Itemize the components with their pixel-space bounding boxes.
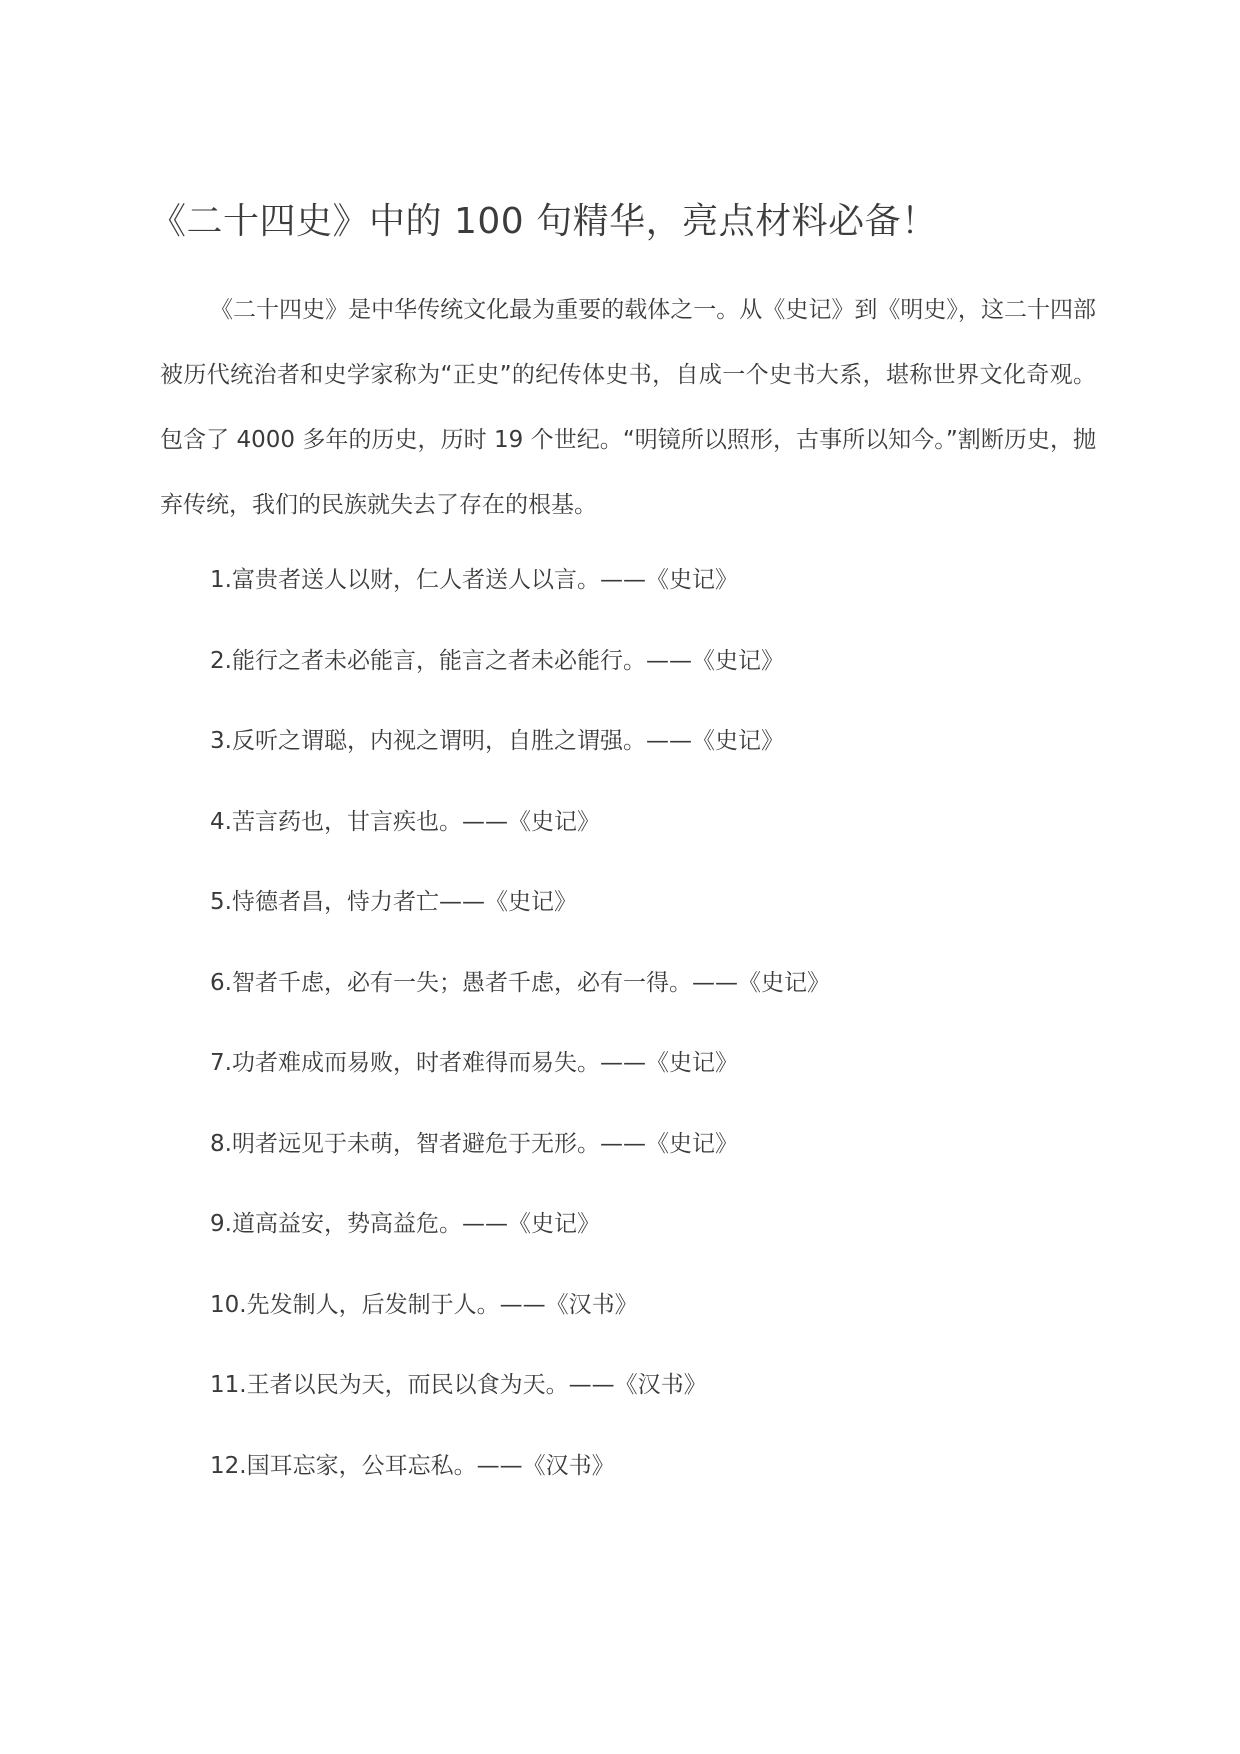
quote-item: 2.能行之者未必能言，能言之者未必能行。——《史记》	[210, 647, 784, 674]
quote-item: 4.苦言药也，甘言疾也。——《史记》	[210, 808, 600, 835]
quote-item: 8.明者远见于未萌，智者避危于无形。——《史记》	[210, 1130, 738, 1157]
quote-item: 11.王者以民为天，而民以食为天。——《汉书》	[210, 1372, 707, 1398]
quote-item: 9.道高益安，势高益危。——《史记》	[210, 1211, 600, 1237]
quote-item: 3.反听之谓聪，内视之谓明，自胜之谓强。——《史记》	[210, 728, 784, 754]
quote-item: 1.富贵者送人以财，仁人者送人以言。——《史记》	[210, 567, 738, 593]
quote-item: 7.功者难成而易败，时者难得而易失。——《史记》	[210, 1050, 738, 1076]
quote-item: 6.智者千虑，必有一失；愚者千虑，必有一得。——《史记》	[210, 969, 830, 996]
quote-item: 5.恃德者昌，恃力者亡——《史记》	[210, 889, 577, 915]
intro-paragraph: 《二十四史》是中华传统文化最为重要的载体之一。从《史记》到《明史》，这二十四部被历代统治者和史学家称为“正史”的纪传体史书，自成一个史书大系，堪称世界文化奇观。包含了 4000 多年的历史，历时 19 个世纪。“明镜所以照形，古事所以知今。”割断历史，抛弃传统，我们的民族就失去了存在的根基。	[160, 297, 1096, 518]
document-title: 《二十四史》中的 100 句精华，亮点材料必备！	[150, 201, 938, 242]
quote-list	[210, 556, 1110, 1522]
quote-item: 12.国耳忘家，公耳忘私。——《汉书》	[210, 1452, 615, 1479]
quote-item: 10.先发制人，后发制于人。——《汉书》	[210, 1291, 638, 1318]
